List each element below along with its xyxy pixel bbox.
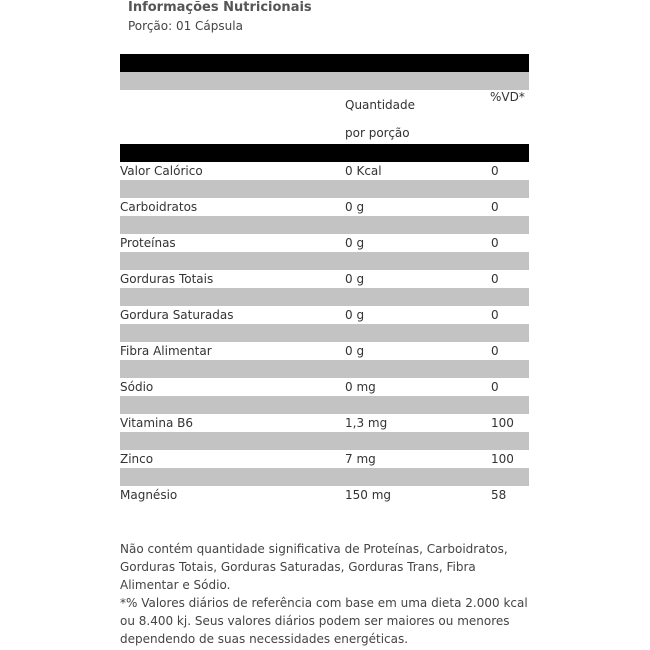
- nutrient-vd: 100: [491, 452, 514, 466]
- nutrient-vd: 0: [491, 344, 499, 358]
- nutrient-quantity: 0 g: [345, 200, 365, 214]
- header-bar-top: [120, 54, 529, 72]
- header-bar-grey: [120, 72, 529, 90]
- nutrient-quantity: 0 g: [345, 272, 365, 286]
- table-header: [120, 90, 529, 144]
- row-separator: [120, 432, 529, 450]
- footnote: [120, 540, 530, 648]
- nutrient-quantity: 150 mg: [345, 488, 392, 502]
- table-row: [120, 414, 529, 432]
- quantity-header-line2: por porção: [345, 126, 410, 140]
- nutrient-name: Valor Calórico: [120, 164, 203, 178]
- nutrient-quantity: 0 g: [345, 344, 365, 358]
- row-separator: [120, 252, 529, 270]
- page-title: Informações Nutricionais: [128, 0, 312, 15]
- table-row: [120, 378, 529, 396]
- table-row: [120, 306, 529, 324]
- nutrient-name: Vitamina B6: [120, 416, 194, 430]
- table-row: [120, 486, 529, 504]
- nutrient-vd: 0: [491, 380, 499, 394]
- table-row: [120, 234, 529, 252]
- row-separator: [120, 468, 529, 486]
- nutrient-name: Fibra Alimentar: [120, 344, 212, 358]
- nutrient-quantity: 0 g: [345, 236, 365, 250]
- footnote-not-significant: Não contém quantidade significativa de Proteínas, Carboidratos, Gorduras Totais, Gorduras Saturadas, Gorduras Trans, Fibra Alimentar e Sódio.: [120, 542, 508, 592]
- nutrient-name: Zinco: [120, 452, 154, 466]
- table-row: [120, 162, 529, 180]
- portion-size: Porção: 01 Cápsula: [128, 19, 243, 33]
- table-row: [120, 342, 529, 360]
- row-separator: [120, 180, 529, 198]
- table-row: [120, 198, 529, 216]
- footnote-daily-values: *% Valores diários de referência com base em uma dieta 2.000 kcal ou 8.400 kj. Seus valores diários podem ser maiores ou menores dependendo de suas necessidades energéticas.: [120, 596, 528, 646]
- vd-header: %VD*: [490, 90, 525, 104]
- quantity-header-line1: Quantidade: [345, 98, 416, 112]
- header-bar-bottom: [120, 144, 529, 162]
- row-separator: [120, 216, 529, 234]
- row-separator: [120, 396, 529, 414]
- nutrient-vd: 100: [491, 416, 514, 430]
- nutrient-vd: 0: [491, 308, 499, 322]
- nutrient-name: Gorduras Totais: [120, 272, 214, 286]
- nutrient-quantity: 0 Kcal: [345, 164, 382, 178]
- nutrition-table: [120, 54, 529, 504]
- row-separator: [120, 360, 529, 378]
- nutrient-name: Proteínas: [120, 236, 176, 250]
- nutrient-quantity: 0 g: [345, 308, 365, 322]
- nutrient-vd: 58: [491, 488, 507, 502]
- nutrient-vd: 0: [491, 200, 499, 214]
- nutrient-vd: 0: [491, 236, 499, 250]
- row-separator: [120, 324, 529, 342]
- row-separator: [120, 288, 529, 306]
- table-row: [120, 450, 529, 468]
- nutrient-quantity: 7 mg: [345, 452, 376, 466]
- table-row: [120, 270, 529, 288]
- nutrient-name: Carboidratos: [120, 200, 198, 214]
- nutrient-vd: 0: [491, 272, 499, 286]
- nutrient-vd: 0: [491, 164, 499, 178]
- nutrient-name: Sódio: [120, 380, 154, 394]
- nutrient-name: Magnésio: [120, 488, 178, 502]
- nutrient-quantity: 0 mg: [345, 380, 376, 394]
- nutrient-name: Gordura Saturadas: [120, 308, 234, 322]
- nutrient-quantity: 1,3 mg: [345, 416, 388, 430]
